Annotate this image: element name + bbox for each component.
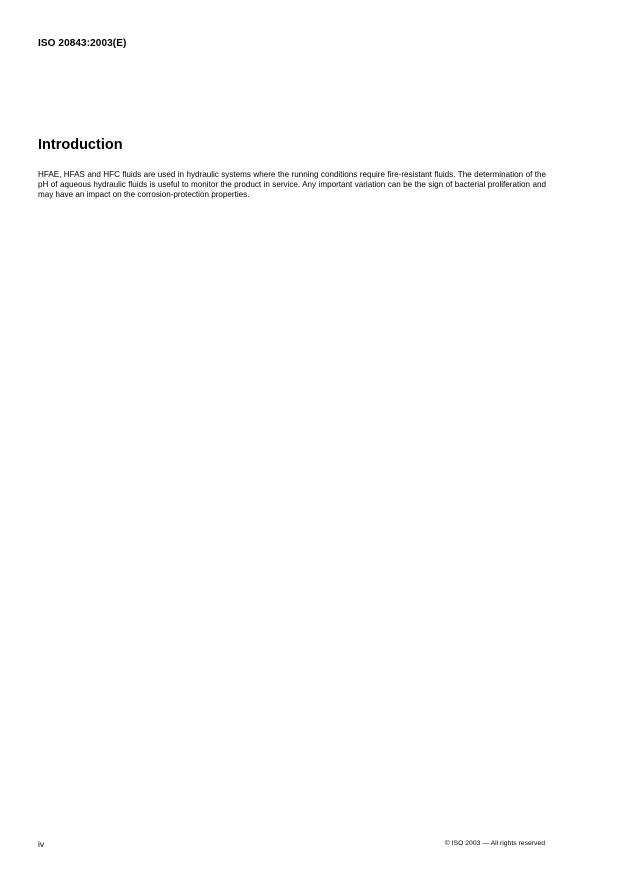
footer-page-number: iv [38,839,45,849]
introduction-paragraph: HFAE, HFAS and HFC fluids are used in hydraulic systems where the running conditions require fire-resistant fluids. The determination of the pH of aqueous hydraulic fluids is useful to monitor the product in service. Any important variation can be the sign of bacterial proliferation and may have an impact on the corrosion-protection properties. [38,170,546,200]
footer-copyright: © ISO 2003 — All rights reserved [444,840,545,847]
document-header-id: ISO 20843:2003(E) [38,38,127,49]
section-title: Introduction [38,137,123,153]
